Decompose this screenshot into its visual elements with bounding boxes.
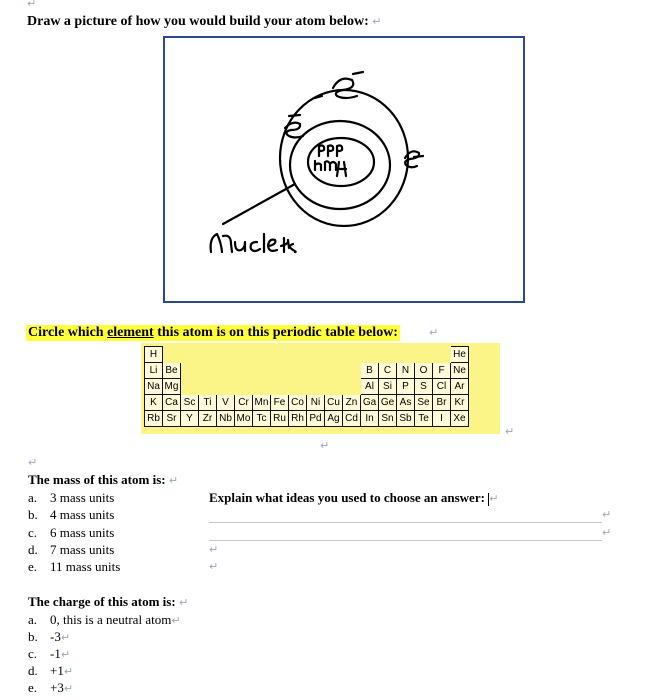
element-cell[interactable]: Y bbox=[181, 411, 199, 427]
element-cell[interactable]: Pd bbox=[307, 411, 325, 427]
empty-cell bbox=[343, 363, 361, 379]
empty-cell bbox=[253, 347, 271, 363]
element-cell[interactable]: Co bbox=[289, 395, 307, 411]
empty-cell bbox=[217, 379, 235, 395]
empty-cell bbox=[235, 379, 253, 395]
element-cell[interactable]: Se bbox=[415, 395, 433, 411]
element-cell[interactable]: V bbox=[217, 395, 235, 411]
empty-cell bbox=[325, 363, 343, 379]
empty-cell bbox=[271, 347, 289, 363]
paragraph-mark: ↵ bbox=[209, 560, 219, 573]
explain-prompt-text: Explain what ideas you used to choose an answer: bbox=[209, 490, 485, 505]
periodic-row bbox=[145, 411, 469, 427]
inner-electron-shell bbox=[290, 121, 390, 209]
empty-cell bbox=[235, 363, 253, 379]
charge-question-prompt bbox=[28, 594, 188, 610]
drawing-label-nucleus: nucleus bbox=[225, 248, 229, 249]
element-cell[interactable]: Nb bbox=[217, 411, 235, 427]
element-cell[interactable]: Xe bbox=[451, 411, 469, 427]
element-cell[interactable]: Sr bbox=[163, 411, 181, 427]
element-cell[interactable]: Si bbox=[379, 379, 397, 395]
empty-cell bbox=[307, 379, 325, 395]
element-cell[interactable]: Ru bbox=[271, 411, 289, 427]
empty-cell bbox=[181, 347, 199, 363]
mass-option-d[interactable]: d. 7 mass units bbox=[28, 542, 115, 557]
element-cell[interactable]: Be bbox=[163, 363, 181, 379]
element-cell[interactable]: Sc bbox=[181, 395, 199, 411]
answer-line-1[interactable] bbox=[209, 522, 602, 523]
paragraph-mark: ↵ bbox=[602, 526, 612, 539]
element-cell[interactable]: He bbox=[451, 347, 469, 363]
element-cell[interactable]: Ge bbox=[379, 395, 397, 411]
electron-mark-top bbox=[333, 79, 357, 98]
empty-cell bbox=[163, 347, 181, 363]
element-cell[interactable]: Ar bbox=[451, 379, 469, 395]
nucleus-pointer-line bbox=[223, 184, 295, 224]
drawing-prompt bbox=[27, 14, 381, 30]
drawing-label-electron-right: e bbox=[413, 156, 414, 157]
electron-mark-left bbox=[285, 123, 303, 138]
element-cell[interactable]: I bbox=[433, 411, 451, 427]
paragraph-mark: ↵ bbox=[505, 425, 515, 438]
atom-sketch bbox=[165, 38, 523, 301]
mass-option-e[interactable]: e. 11 mass units bbox=[28, 559, 121, 574]
empty-cell bbox=[181, 363, 199, 379]
empty-cell bbox=[343, 379, 361, 395]
empty-cell bbox=[379, 347, 397, 363]
paragraph-mark: ↵ bbox=[602, 508, 612, 521]
empty-cell bbox=[271, 379, 289, 395]
empty-cell bbox=[289, 379, 307, 395]
element-cell[interactable]: Zr bbox=[199, 411, 217, 427]
periodic-row bbox=[145, 363, 469, 379]
answer-line-2[interactable] bbox=[209, 540, 602, 541]
element-cell[interactable]: O bbox=[415, 363, 433, 379]
paragraph-mark: ↵ bbox=[320, 439, 330, 452]
empty-cell bbox=[325, 347, 343, 363]
drawing-label-neutrons: hm bbox=[325, 168, 327, 169]
element-cell[interactable]: Ag bbox=[325, 411, 343, 427]
empty-cell bbox=[199, 363, 217, 379]
empty-cell bbox=[433, 347, 451, 363]
element-cell[interactable]: Sb bbox=[397, 411, 415, 427]
prompt-underlined-word: element bbox=[107, 325, 154, 340]
charge-option-c[interactable]: c. -1↵ bbox=[28, 646, 71, 661]
element-cell[interactable]: As bbox=[397, 395, 415, 411]
element-cell[interactable]: H bbox=[145, 347, 163, 363]
periodic-table-image[interactable] bbox=[141, 343, 500, 434]
element-cell[interactable]: B bbox=[361, 363, 379, 379]
element-cell[interactable]: S bbox=[415, 379, 433, 395]
drawing-label-electron-left: e bbox=[293, 122, 294, 123]
charge-option-e[interactable]: e. +3↵ bbox=[28, 680, 74, 695]
nucleus-label bbox=[211, 234, 296, 252]
element-cell[interactable]: C bbox=[379, 363, 397, 379]
element-cell[interactable]: Rb bbox=[145, 411, 163, 427]
empty-cell bbox=[235, 347, 253, 363]
element-cell[interactable]: Kr bbox=[451, 395, 469, 411]
periodic-row bbox=[145, 347, 469, 363]
element-cell[interactable]: Rh bbox=[289, 411, 307, 427]
empty-cell bbox=[253, 363, 271, 379]
paragraph-mark: ↵ bbox=[168, 474, 179, 487]
element-cell[interactable]: Ga bbox=[361, 395, 379, 411]
empty-cell bbox=[343, 347, 361, 363]
empty-cell bbox=[217, 347, 235, 363]
element-cell[interactable]: Sn bbox=[379, 411, 397, 427]
paragraph-mark: ↵ bbox=[28, 456, 38, 469]
element-cell[interactable]: Tc bbox=[253, 411, 271, 427]
paragraph-mark: ↵ bbox=[27, 0, 37, 10]
empty-cell bbox=[181, 379, 199, 395]
element-cell[interactable]: Li bbox=[145, 363, 163, 379]
mass-option-c[interactable]: c. 6 mass units bbox=[28, 525, 115, 540]
element-cell[interactable]: K bbox=[145, 395, 163, 411]
element-cell[interactable]: Na bbox=[145, 379, 163, 395]
paragraph-mark: ↵ bbox=[489, 492, 499, 505]
element-cell[interactable]: Zn bbox=[343, 395, 361, 411]
mass-question-prompt bbox=[28, 472, 178, 488]
element-cell[interactable]: Br bbox=[433, 395, 451, 411]
element-cell[interactable]: Cl bbox=[433, 379, 451, 395]
mass-question-text: The mass of this atom is: bbox=[28, 472, 166, 487]
empty-cell bbox=[289, 363, 307, 379]
empty-cell bbox=[271, 363, 289, 379]
element-cell[interactable]: Cd bbox=[343, 411, 361, 427]
element-cell[interactable]: Al bbox=[361, 379, 379, 395]
element-cell[interactable]: Mo bbox=[235, 411, 253, 427]
empty-cell bbox=[361, 347, 379, 363]
empty-cell bbox=[217, 363, 235, 379]
mass-option-a[interactable]: a. 3 mass units bbox=[28, 490, 115, 505]
periodic-table-prompt bbox=[26, 325, 400, 341]
periodic-table bbox=[144, 346, 469, 427]
paragraph-mark: ↵ bbox=[209, 543, 219, 556]
drawing-prompt-text: Draw a picture of how you would build your atom below: bbox=[27, 14, 369, 29]
empty-cell bbox=[253, 379, 271, 395]
empty-cell bbox=[307, 363, 325, 379]
element-cell[interactable]: Ne bbox=[451, 363, 469, 379]
paragraph-mark: ↵ bbox=[178, 596, 189, 609]
element-cell[interactable]: Cu bbox=[325, 395, 343, 411]
electron-mark-right bbox=[405, 151, 419, 167]
element-cell[interactable]: Ti bbox=[199, 395, 217, 411]
element-cell[interactable]: Mg bbox=[163, 379, 181, 395]
element-cell[interactable]: Fe bbox=[271, 395, 289, 411]
element-cell[interactable]: In bbox=[361, 411, 379, 427]
element-cell[interactable]: N bbox=[397, 363, 415, 379]
prompt-text-before: Circle which bbox=[28, 325, 108, 340]
empty-cell bbox=[415, 347, 433, 363]
periodic-row bbox=[145, 379, 469, 395]
element-cell[interactable]: F bbox=[433, 363, 451, 379]
empty-cell bbox=[289, 347, 307, 363]
element-cell[interactable]: Ni bbox=[307, 395, 325, 411]
empty-cell bbox=[307, 347, 325, 363]
drawing-label-electron-top: e bbox=[345, 78, 346, 79]
element-cell[interactable]: Ca bbox=[163, 395, 181, 411]
empty-cell bbox=[325, 379, 343, 395]
drawing-label-protons: ppp bbox=[325, 150, 327, 151]
periodic-row bbox=[145, 395, 469, 411]
prompt-text-after: this atom is on this periodic table below: bbox=[153, 325, 398, 340]
element-cell[interactable]: Mn bbox=[253, 395, 271, 411]
empty-cell bbox=[397, 347, 415, 363]
mass-option-b[interactable]: b. 4 mass units bbox=[28, 507, 115, 522]
empty-cell bbox=[199, 379, 217, 395]
charge-option-d[interactable]: d. +1↵ bbox=[28, 663, 74, 678]
charge-option-b[interactable]: b. -3↵ bbox=[28, 629, 71, 644]
element-cell[interactable]: Te bbox=[415, 411, 433, 427]
empty-cell bbox=[199, 347, 217, 363]
paragraph-mark: ↵ bbox=[372, 15, 382, 28]
charge-option-a[interactable]: a. 0, this is a neutral atom↵ bbox=[28, 612, 181, 627]
paragraph-mark: ↵ bbox=[429, 326, 439, 339]
explain-prompt bbox=[209, 490, 498, 506]
charge-question-text: The charge of this atom is: bbox=[28, 594, 176, 609]
element-cell[interactable]: Cr bbox=[235, 395, 253, 411]
element-cell[interactable]: P bbox=[397, 379, 415, 395]
drawing-box[interactable] bbox=[163, 36, 525, 303]
